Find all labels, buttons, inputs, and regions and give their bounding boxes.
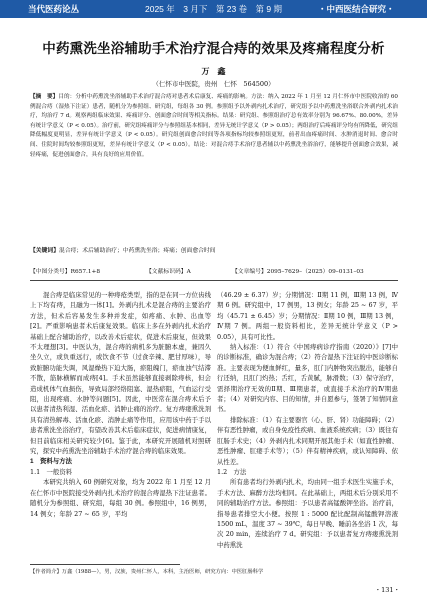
issue-info: 2025 年 3 月下 第 23 卷 第 9 期 xyxy=(145,4,282,14)
journal-header-bar xyxy=(0,0,427,18)
body-paragraph: 所有患者均行外剥内扎术，均由同一组手术医生实施手术，手术方法、麻醉方法均相同。在此基础上，两组术后分别采用不同的辅助治疗方法。参照组：予以患者高锰酸钾坐浴。治疗前，指导患者排空大小便。按照 1 : 5000 配比配制高锰酸钾溶液 1500 mL，温度 37 ~ 39℃，每日早晚、睡前各坐浴 1 次，每次 20 min，连续治疗 7 d。研究组：予以患者复方痔瘘熏洗剂中药熏洗 xyxy=(217,478,398,549)
author-footnote: 【作者简介】万鑫（1988—），男，汉族，贵州仁怀人，本科，主治医师，研究方向：中医肛肠科学 xyxy=(30,569,264,575)
section-heading: 1.1 一般资料 xyxy=(30,467,73,476)
clc-number: 【中图分类号】R657.1+8 xyxy=(30,269,101,275)
footnote-divider xyxy=(30,564,180,565)
body-paragraph: （46.29 ± 6.37）岁；分期情况：Ⅱ期 11 例，Ⅲ期 13 例，Ⅳ期 6 例。研究组中，17 例男，13 例女；年龄 25 ~ 67 岁，平均（45.71 ± 6.45）岁；分期情况：Ⅱ期 10 例，Ⅲ期 13 例，Ⅳ期 7 例。两组一般资料相比，差异无统计学意义（P > 0.05），具有可比性。 xyxy=(217,291,398,341)
article-id: 【文章编号】2095–7629–（2025）09–0131–03 xyxy=(232,269,364,275)
page-number: ・131・ xyxy=(374,586,400,594)
journal-name: 当代医药论丛 xyxy=(28,4,80,14)
author: 万 鑫 xyxy=(201,66,226,76)
column-name: ・中西医结合研究・ xyxy=(318,4,395,14)
header-divider xyxy=(30,280,398,281)
section-heading: 1 资料与方法 xyxy=(30,457,72,465)
body-paragraph: 混合痔是临床常见的一种痔疮类型，指的是在同一方位齿线上下均有痔，且融为一体[1]。外剥内扎术是混合痔的主要治疗方法，但术后容易发生多种并发症，如疼痛、水肿、出血等[2]。严重影响患者术后康复效果。临床上多在外剥内扎术治疗基础上配合辅助治疗，以改善术后症状，促进术后康复，但效果不太理想[3]。中医认为，混合痔的病机多为脏腑本虚，兼因久坐久立，或负重远行，或饮食不节（过食辛辣、肥甘厚味），导致脏腑功能失调，风湿燥热下迫大肠，瘀阻魄门，瘀血浊气结滞不散，筋脉横解而成痔[4]。手术虽然能够直接剥除痔核，但会造成机体气血损伤，导致局部经络阻塞、湿热瘀阻，气血运行受阻，出现疼痛、水肿等问题[5]。因此，中医常在混合痔术后予以患者清热利湿、活血化瘀、消肿止痛的治疗。复方痔瘘熏洗剂具有清热解毒、活血化瘀、消肿止痛等作用，应用该中药于手以患者熏洗坐浴治疗，有望改善其术后临床症状，促进病情康复，但目前临床相关研究较少[6]。鉴于此，本研究开展随机对照研究，探究中药熏洗坐浴辅助手术治疗混合痔的临床效果。 xyxy=(30,291,211,456)
abstract-text: 目的：分析中药熏洗坐浴辅助手术治疗混合痔对患者术后康复、疼痛的影响。方法：纳入 2022 年 1 月至 12 月仁怀市中医院收治的 60 例混合痔（湿热下注证）患者，随机分为参照组、研究组，每组各 30 例。参照组予以外剥内扎术治疗，研究组予以中药熏洗坐浴联合外剥内扎术治疗，均治疗 7 d。观察两组临床效果、疼痛评分、创面愈合时间等相关指标。结果：研究组、参照组治疗总有效率分别为 96.67%、80.00%，差异有统计学意义（P < 0.05）。治疗前，研究组疼痛评分与参照组基本相同，差异无统计学意义（P > 0.05）；两组治疗后疼痛评分均有所降低，研究组降低幅度更明显，差异有统计学意义（P < 0.05）。研究组创面愈合时间等各项指标均较参照组更短，前者出血疼痛时间、水肿消退时间、愈合时间、住院时间均较参照组更短，差异有统计学意义（P < 0.05）。结论：对混合痔手术治疗患者辅以中药熏洗坐浴治疗，能够提升创面愈合效果，减轻疼痛，促进创面愈合，具有良好的应用价值。 xyxy=(30,94,398,158)
keywords xyxy=(30,247,398,256)
body-left-column xyxy=(30,290,211,519)
affiliation: （仁怀市中医院，贵州 仁怀 564500） xyxy=(152,80,275,88)
keywords-label: 【关键词】 xyxy=(30,248,59,254)
document-code: 【文献标识码】A xyxy=(146,269,191,275)
abstract xyxy=(30,93,398,160)
article-title: 中药熏洗坐浴辅助手术治疗混合痔的效果及疼痛程度分析 xyxy=(42,41,385,56)
section-heading: 1.2 方法 xyxy=(217,467,247,476)
body-paragraph: 纳入标准：（1）符合《中国痔病诊疗指南（2020）》[7]中的诊断标准，确诊为混合痔；（2）符合湿热下注证的中医诊断标准。主要表现为便血鲜红，量多，肛门内肿物突出脱出，能够自行还纳，且肛门灼热；舌红，舌黄腻，脉滑数；（3）保守治疗，需择期治疗无效的Ⅱ期、Ⅲ期患者，或直接手术治疗的Ⅳ期患者；（4）对研究内容、目的知情，并自愿参与，签署了知情同意书。 xyxy=(217,343,398,414)
keywords-text: 混合痔；术后辅助治疗；中药熏洗坐浴；疼痛；创面愈合时间 xyxy=(59,248,216,254)
abstract-label: 【摘 要】 xyxy=(30,94,59,100)
body-right-column xyxy=(217,290,398,550)
body-paragraph: 本研究共纳入 60 例研究对象，均为 2022 年 1 月至 12 月在仁怀市中医院接受外剥内扎术治疗的混合痔湿热下注证患者。随机分为参照组、研究组，每组 30 例。参照组中，16 例男，14 例女；年龄 27 ~ 65 岁，平均 xyxy=(30,478,211,518)
body-paragraph: 排除标准：（1）有主要器官（心、肝、肾）功能障碍；（2）伴有恶性肿瘤，或自身免疫性疾病、血液系统疾病；（3）既往有肛肠手术史；（4）外剥内扎术同期开展其他手术（如直性肿瘤、恶性肿瘤、肛瘘手术等）；（5）伴有精神疾病，或认知障碍、依从性差。 xyxy=(217,415,398,466)
